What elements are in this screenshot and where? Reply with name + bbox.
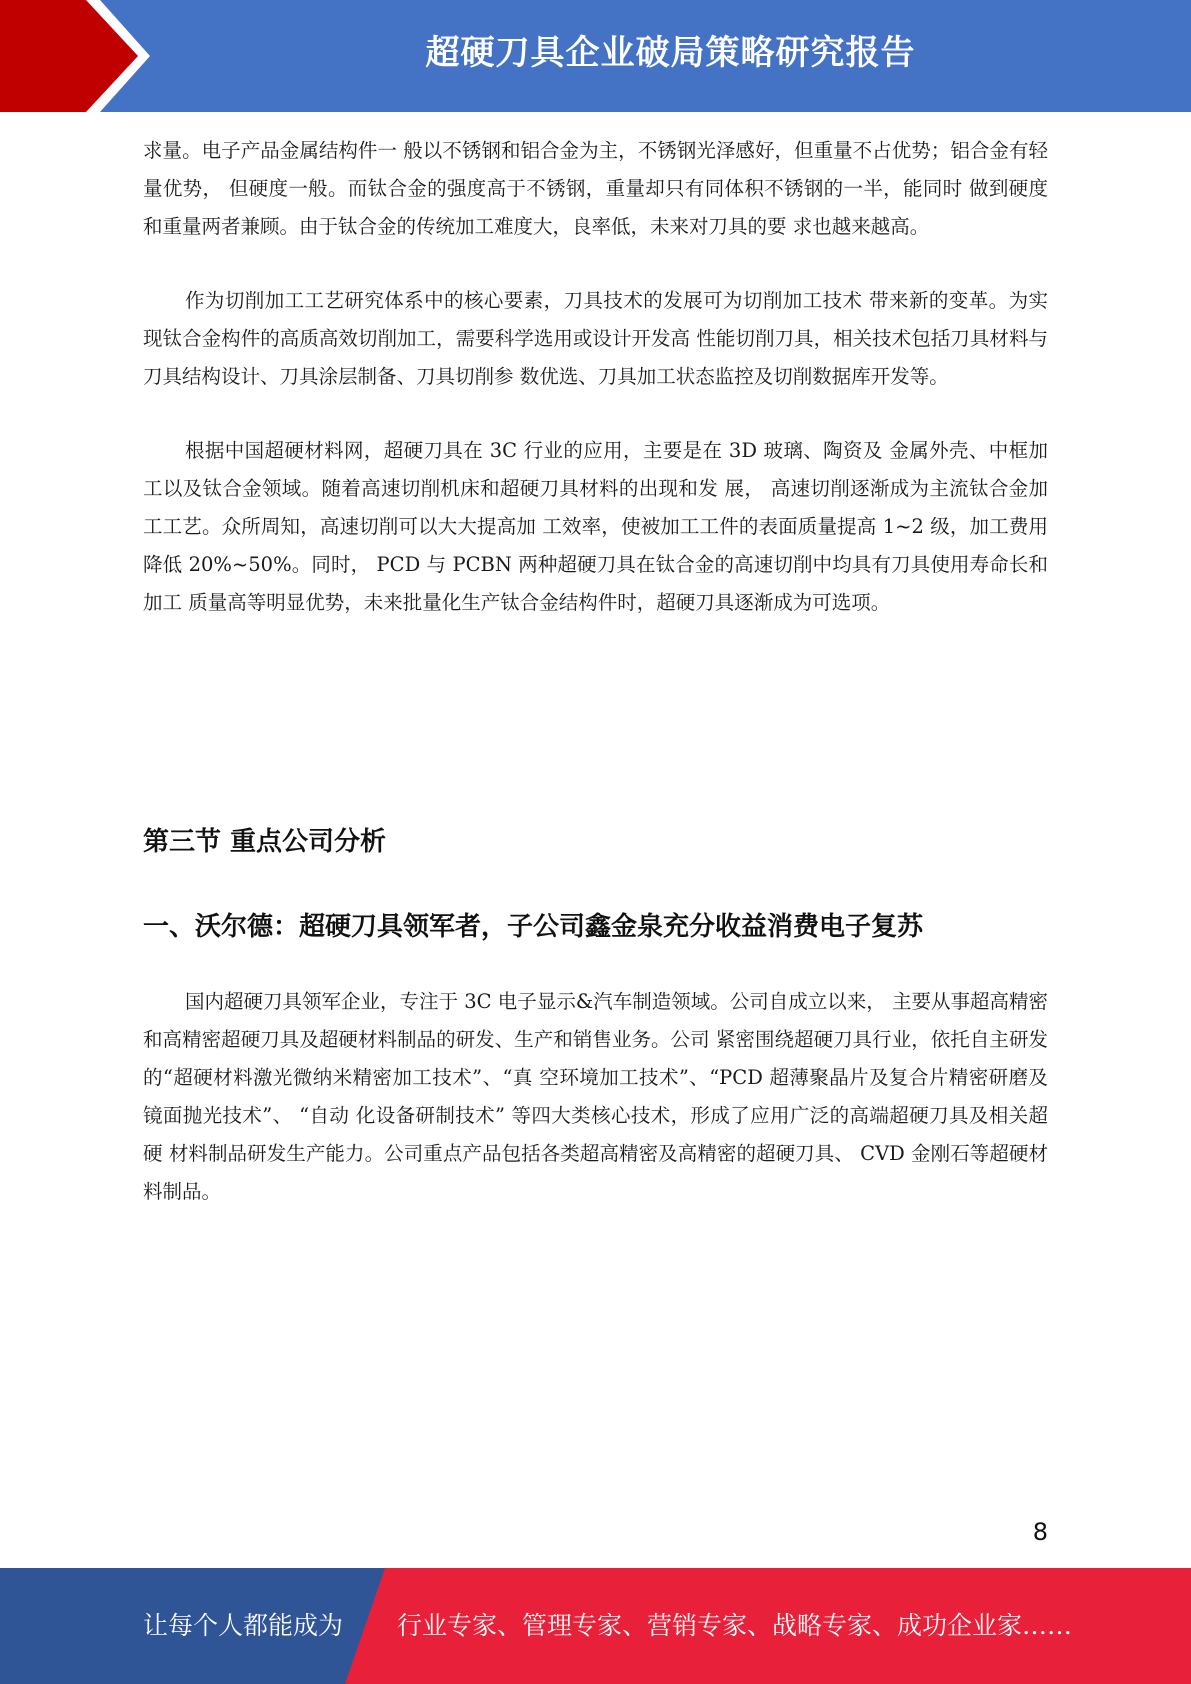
page-number: 8 [1032, 1518, 1048, 1546]
footer-slogan-right: 行业专家、管理专家、营销专家、战略专家、成功企业家…… [397, 1611, 1073, 1640]
body-text [143, 132, 1048, 622]
header-banner [0, 0, 1191, 112]
subsection-title: 一、沃尔德：超硬刀具领军者，子公司鑫金泉充分收益消费电子复苏 [143, 912, 924, 942]
paragraph-gap [143, 396, 1048, 432]
footer-banner [0, 1568, 1191, 1684]
section-title: 第三节 重点公司分析 [143, 827, 387, 857]
subsection-paragraph: 国内超硬刀具领军企业，专注于 3C 电子显示&汽车制造领域。公司自成立以来， 主要从事超高精密和高精密超硬刀具及超硬材料制品的研发、生产和销售业务。公司 紧密围绕超硬刀具行业，依托自主研发的“超硬材料激光微纳米精密加工技术”、“真 空环境加工技术”、“PCD 超薄聚晶片及复合片精密研磨及镜面抛光技术”、 “自动 化设备研制技术” 等四大类核心技术，形成了应用广泛的高端超硬刀具及相关超硬 材料制品研发生产能力。公司重点产品包括各类超高精密及高精密的超硬刀具、 CVD 金刚石等超硬材料制品。 [143, 990, 1048, 1203]
paragraph-3: 根据中国超硬材料网，超硬刀具在 3C 行业的应用，主要是在 3D 玻璃、陶资及 金属外壳、中框加工以及钛合金领域。随着高速切削机床和超硬刀具材料的出现和发 展， 高速切削逐渐成为主流钛合金加工工艺。众所周知，高速切削可以大大提高加 工效率，使被加工工件的表面质量提高 1~2 级，加工费用降低 20%~50%。同时， PCD 与 PCBN 两种超硬刀具在钛合金的高速切削中均具有刀具使用寿命长和加工 质量高等明显优势，未来批量化生产钛合金结构件时，超硬刀具逐渐成为可选项。 [143, 439, 1048, 614]
footer-slogan-left: 让每个人都能成为 [143, 1611, 344, 1640]
document-title: 超硬刀具企业破局策略研究报告 [425, 33, 916, 73]
subsection-body [143, 983, 1048, 1211]
paragraph-1: 求量。电子产品金属结构件一 般以不锈钢和铝合金为主，不锈钢光泽感好，但重量不占优势；铝合金有轻量优势， 但硬度一般。而钛合金的强度高于不锈钢，重量却只有同体积不锈钢的一半，能同时 做到硬度和重量两者兼顾。由于钛合金的传统加工难度大，良率低，未来对刀具的要 求也越来越高。 [143, 139, 1048, 238]
paragraph-gap [143, 246, 1048, 282]
paragraph-2: 作为切削加工工艺研究体系中的核心要素，刀具技术的发展可为切削加工技术 带来新的变革。为实现钛合金构件的高质高效切削加工，需要科学选用或设计开发高 性能切削刀具，相关技术包括刀具材料与刀具结构设计、刀具涂层制备、刀具切削参 数优选、刀具加工状态监控及切削数据库开发等。 [143, 289, 1048, 388]
